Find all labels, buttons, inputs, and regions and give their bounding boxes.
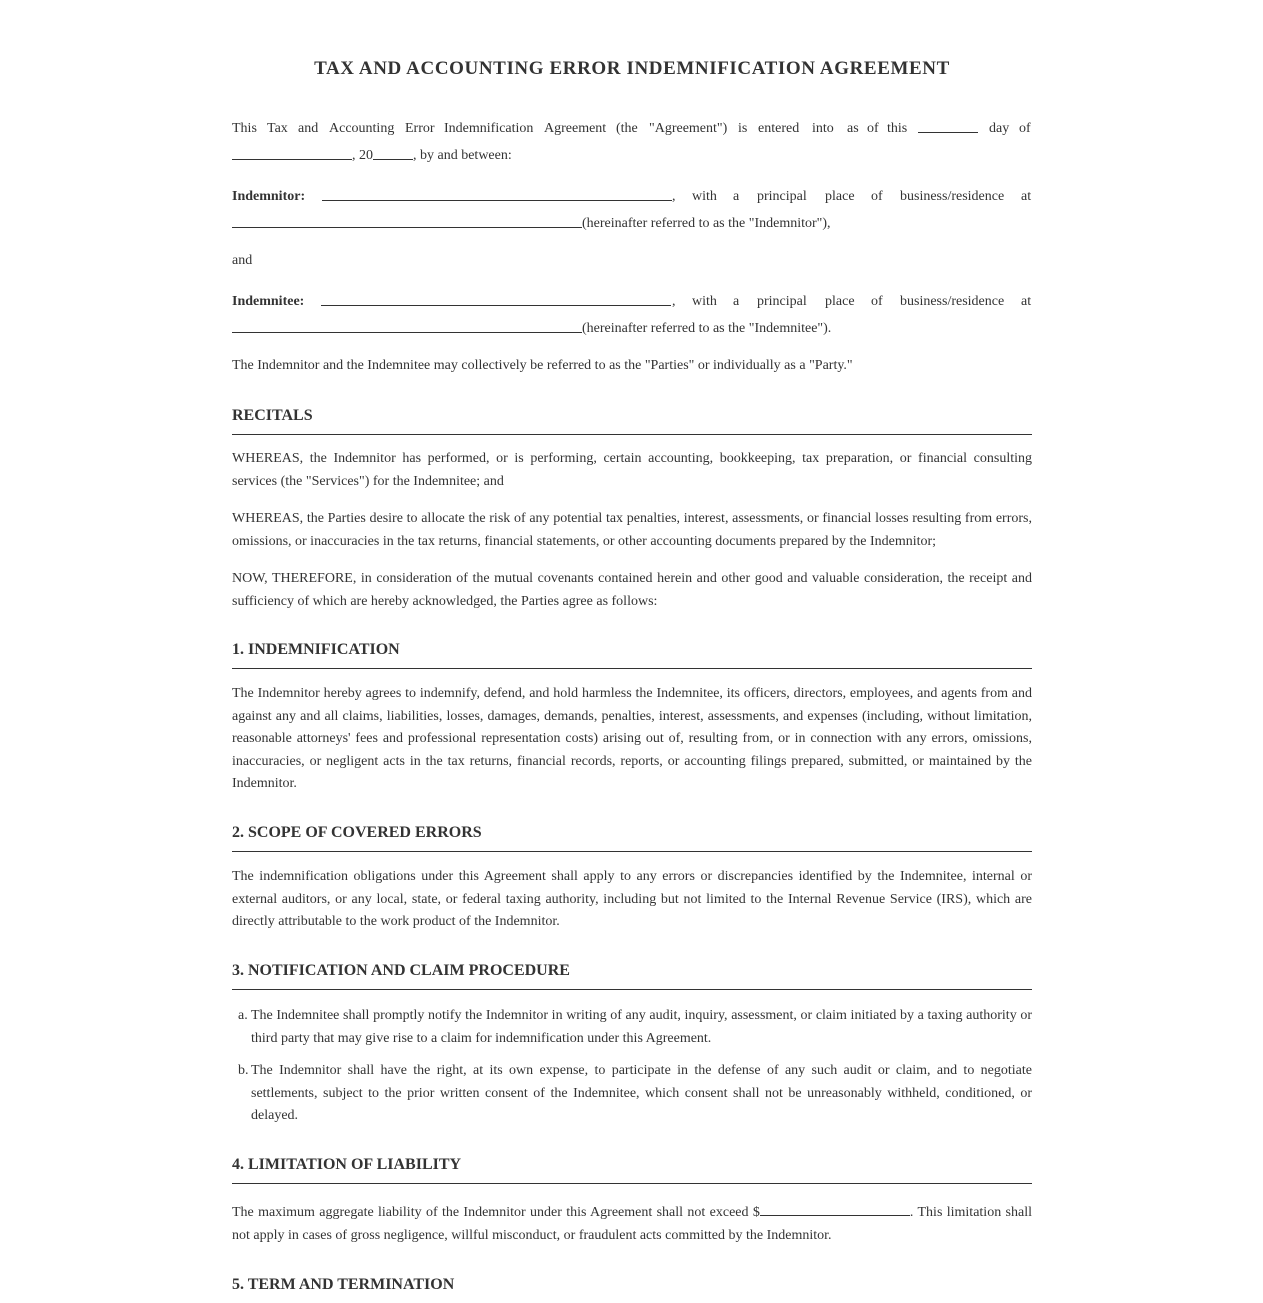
day-blank xyxy=(918,118,978,133)
indemnitee-ref: (hereinafter referred to as the "Indemnitee"). xyxy=(582,321,832,336)
intro-word: This xyxy=(232,121,257,136)
section-1-heading: 1. INDEMNIFICATION xyxy=(232,640,1032,669)
indemnitee-label: Indemnitee: xyxy=(232,294,305,309)
list-item-text: The Indemnitee shall promptly notify the Indemnitor in writing of any audit, inquiry, assessment, or claim initiated by a taxing authority or third party that may give rise to a claim for indemnification under this Agreement. xyxy=(251,1008,1032,1046)
section-4-text-pre: The maximum aggregate liability of the Indemnitor under this Agreement shall not exceed $ xyxy=(232,1205,760,1220)
word: at xyxy=(1021,294,1032,309)
document-title: TAX AND ACCOUNTING ERROR INDEMNIFICATION AGREEMENT xyxy=(314,58,950,79)
indemnitor-name-blank xyxy=(322,186,672,201)
word: business/residence xyxy=(900,189,1005,204)
intro-word: entered xyxy=(758,121,800,136)
section-3-heading: 3. NOTIFICATION AND CLAIM PROCEDURE xyxy=(232,961,1032,990)
word: principal xyxy=(757,294,807,309)
list-item xyxy=(238,1005,1032,1050)
section-1-text: The Indemnitor hereby agrees to indemnify, defend, and hold harmless the Indemnitee, its officers, directors, employees, and agents from and against any and all claims, liabilities, losses, damages, demands, penalties, interest, assessments, and expenses (including, without limitation, reasonable attorneys' fees and professional representation costs) arising out of, resulting from, or in connection with any errors, omissions, inaccuracies, or negligent acts in the tax returns, financial records, reports, or accounting filings prepared, submitted, or maintained by the Indemnitor. xyxy=(232,686,1032,791)
indemnitor-address-blank xyxy=(232,213,582,228)
comma: , xyxy=(672,294,676,309)
list-marker: b. xyxy=(238,1063,249,1078)
intro-word: of xyxy=(867,121,879,136)
section-2-text: The indemnification obligations under this Agreement shall apply to any errors or discrepancies identified by the Indemnitee, internal or external auditors, or any local, state, or federal taxing authority, including but not limited to the Internal Revenue Service (IRS), which are directly attributable to the work product of the Indemnitor. xyxy=(232,869,1032,929)
intro-word: is xyxy=(738,121,748,136)
list-item-text: The Indemnitor shall have the right, at its own expense, to participate in the defense of any such audit or claim, and to negotiate settlements, subject to the prior written consent of the Indemnitee, which consent shall not be unreasonably withheld, conditioned, or delayed. xyxy=(251,1063,1032,1123)
word: a xyxy=(733,189,740,204)
intro-word: day xyxy=(989,121,1010,136)
section-5-heading: 5. TERM AND TERMINATION xyxy=(232,1276,455,1293)
intro-line-2 xyxy=(232,145,1032,167)
recital-paragraph-2: WHEREAS, the Parties desire to allocate the risk of any potential tax penalties, interest, assessments, or financial losses resulting from errors, omissions, or inaccuracies in the tax returns, financial statements, or other accounting documents prepared by the Indemnitor; xyxy=(232,511,1032,549)
recital-paragraph-1: WHEREAS, the Indemnitor has performed, or is performing, certain accounting, bookkeeping, tax preparation, or financial consulting services (the "Services") for the Indemnitee; and xyxy=(232,451,1032,489)
intro-word: Error xyxy=(405,121,435,136)
intro-word: Tax xyxy=(267,121,288,136)
word: place xyxy=(825,189,855,204)
section-2-heading: 2. SCOPE OF COVERED ERRORS xyxy=(232,823,1032,852)
and-line xyxy=(232,250,1032,272)
recitals-heading: RECITALS xyxy=(232,406,1032,435)
word: business/residence xyxy=(900,294,1005,309)
indemnitor-line-1 xyxy=(232,186,1032,208)
word: at xyxy=(1021,189,1032,204)
intro-word: Indemnification xyxy=(444,121,534,136)
and-text: and xyxy=(232,253,253,268)
intro-word: "Agreement") xyxy=(649,121,728,136)
intro-word: into xyxy=(812,121,834,136)
intro-word: this xyxy=(887,121,908,136)
intro-word: as xyxy=(847,121,859,136)
parties-paragraph: The Indemnitor and the Indemnitee may collectively be referred to as the "Parties" or individually as a "Party." xyxy=(232,358,853,373)
intro-word: Accounting xyxy=(329,121,395,136)
section-4-text xyxy=(232,1202,1032,1247)
intro-word: of xyxy=(1019,121,1031,136)
year-prefix: , 20 xyxy=(352,148,373,163)
indemnitor-label: Indemnitor: xyxy=(232,189,306,204)
word: of xyxy=(871,294,883,309)
section-4-heading: 4. LIMITATION OF LIABILITY xyxy=(232,1155,1032,1184)
word: a xyxy=(733,294,740,309)
indemnitor-line-2 xyxy=(232,213,1032,235)
indemnitee-line-1 xyxy=(232,291,1032,313)
year-blank xyxy=(373,145,413,160)
indemnitor-ref: (hereinafter referred to as the "Indemnitor"), xyxy=(582,216,831,231)
word: of xyxy=(871,189,883,204)
intro-word: and xyxy=(298,121,319,136)
list-item xyxy=(238,1060,1032,1128)
intro-word: (the xyxy=(616,121,638,136)
intro-word: Agreement xyxy=(544,121,607,136)
indemnitee-name-blank xyxy=(321,291,671,306)
indemnitee-line-2 xyxy=(232,318,1032,340)
recital-paragraph-3: NOW, THEREFORE, in consideration of the mutual covenants contained herein and other good and valuable consideration, the receipt and sufficiency of which are hereby acknowledged, the Parties agree as follows: xyxy=(232,571,1032,609)
word: with xyxy=(692,294,717,309)
section-4-text-post: . This limitation shall not apply in cases of gross negligence, willful misconduct, or fraudulent acts committed by the Indemnitor. xyxy=(232,1205,1032,1243)
indemnitee-address-blank xyxy=(232,318,582,333)
list-marker: a. xyxy=(238,1008,248,1023)
intro-line-1 xyxy=(232,118,1032,140)
month-blank xyxy=(232,145,352,160)
liability-amount-blank xyxy=(760,1203,910,1216)
intro-tail: , by and between: xyxy=(413,148,512,163)
word: principal xyxy=(757,189,807,204)
word: with xyxy=(692,189,717,204)
word: place xyxy=(825,294,855,309)
comma: , xyxy=(672,189,676,204)
